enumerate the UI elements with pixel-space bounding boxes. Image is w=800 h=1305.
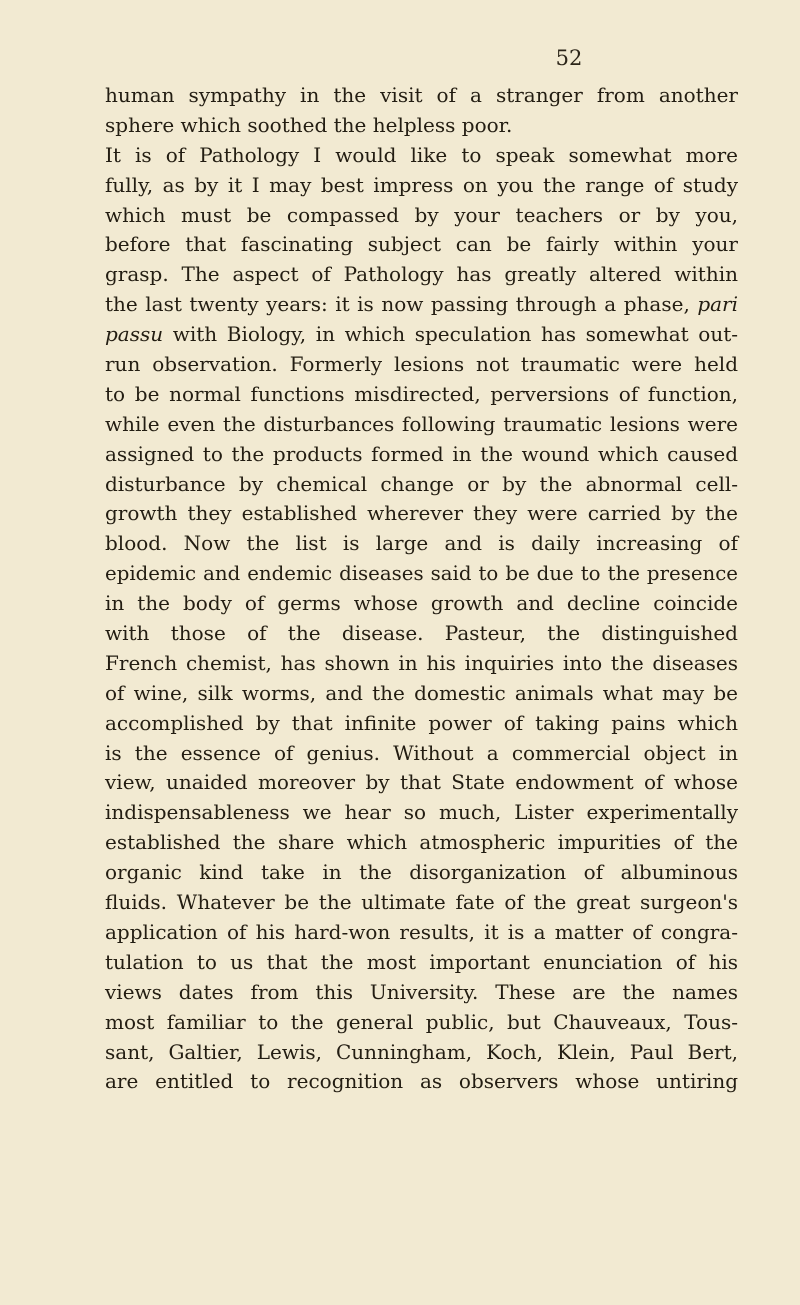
text-segment: fully, as by it I may best impress on you the range of study [105,172,738,197]
text-segment: sphere which soothed the helpless poor. [105,112,513,137]
text-segment: run observation. Formerly lesions not traumatic were held [105,352,738,377]
text-line [105,499,738,529]
text-segment: while even the disturbances following traumatic lesions were [105,411,738,436]
text-segment: French chemist, has shown in his inquiries into the diseases [105,650,738,675]
text-segment: It is of Pathology I would like to speak somewhat more [105,142,738,167]
text-segment: application of his hard-won results, it is a matter of congra- [105,919,738,944]
text-line [105,111,738,141]
text-line [105,1038,738,1068]
text-line [105,290,738,320]
text-line [105,679,738,709]
text-segment: the last twenty years: it is now passing through a phase, [105,292,698,317]
text-segment: before that fascinating subject can be fairly within your [105,232,738,257]
text-line [105,739,738,769]
text-line [105,619,738,649]
text-segment: accomplished by that infinite power of taking pains which [105,710,738,735]
text-segment: views dates from this University. These are the names [105,979,738,1004]
text-line [105,948,738,978]
text-segment: disturbance by chemical change or by the abnormal cell- [105,471,738,496]
text-line [105,529,738,559]
text-line [105,410,738,440]
text-segment: with those of the disease. Pasteur, the distinguished [105,621,738,646]
text-line [105,978,738,1008]
text-segment: are entitled to recognition as observers whose untiring [105,1069,738,1094]
italic-text: passu [105,322,164,347]
text-line [105,888,738,918]
text-segment: of wine, silk worms, and the domestic animals what may be [105,680,738,705]
text-segment: blood. Now the list is large and is daily increasing of [105,531,738,556]
text-line [105,709,738,739]
text-line [105,798,738,828]
text-segment: grasp. The aspect of Pathology has greatly altered within [105,262,738,287]
text-line [105,320,738,350]
text-segment: in the body of germs whose growth and decline coincide [105,591,738,616]
text-line [105,440,738,470]
text-segment: assigned to the products formed in the wound which caused [105,441,738,466]
body-text [105,81,738,1097]
text-segment: most familiar to the general public, but Chauveaux, Tous- [105,1009,738,1034]
text-segment: epidemic and endemic diseases said to be due to the presence [105,562,738,586]
text-segment: indispensableness we hear so much, Lister experimentally [105,800,738,825]
text-line [105,649,738,679]
text-segment: view, unaided moreover by that State endowment of whose [105,770,738,795]
text-line [105,230,738,260]
text-line [105,828,738,858]
text-segment: sant, Galtier, Lewis, Cunningham, Koch, Klein, Paul Bert, [105,1039,738,1064]
text-line [105,559,738,589]
text-line [105,81,738,111]
text-line [105,1008,738,1038]
text-line [105,141,738,171]
text-segment: fluids. Whatever be the ultimate fate of the great surgeon's [105,890,738,915]
text-line [105,201,738,231]
text-line [105,380,738,410]
text-segment: established the share which atmospheric impurities of the [105,830,738,855]
text-segment: tulation to us that the most important enunciation of his [105,949,738,974]
text-line [105,858,738,888]
text-line [105,589,738,619]
text-segment: growth they established wherever they were carried by the [105,501,738,526]
text-segment: which must be compassed by your teachers or by you, [105,202,738,227]
text-segment: is the essence of genius. Without a commercial object in [105,740,738,765]
text-segment: human sympathy in the visit of a stranger from another [105,83,738,107]
text-line [105,768,738,798]
page-number: 52 [555,46,583,70]
italic-text: pari [697,292,738,317]
text-segment: organic kind take in the disorganization of albuminous [105,860,738,885]
text-line [105,918,738,948]
text-line [105,171,738,201]
text-segment: to be normal functions misdirected, perversions of function, [105,381,738,406]
text-line [105,350,738,380]
text-line [105,1067,738,1097]
text-line [105,260,738,290]
text-line [105,470,738,500]
text-segment: with Biology, in which speculation has somewhat out- [163,322,738,347]
